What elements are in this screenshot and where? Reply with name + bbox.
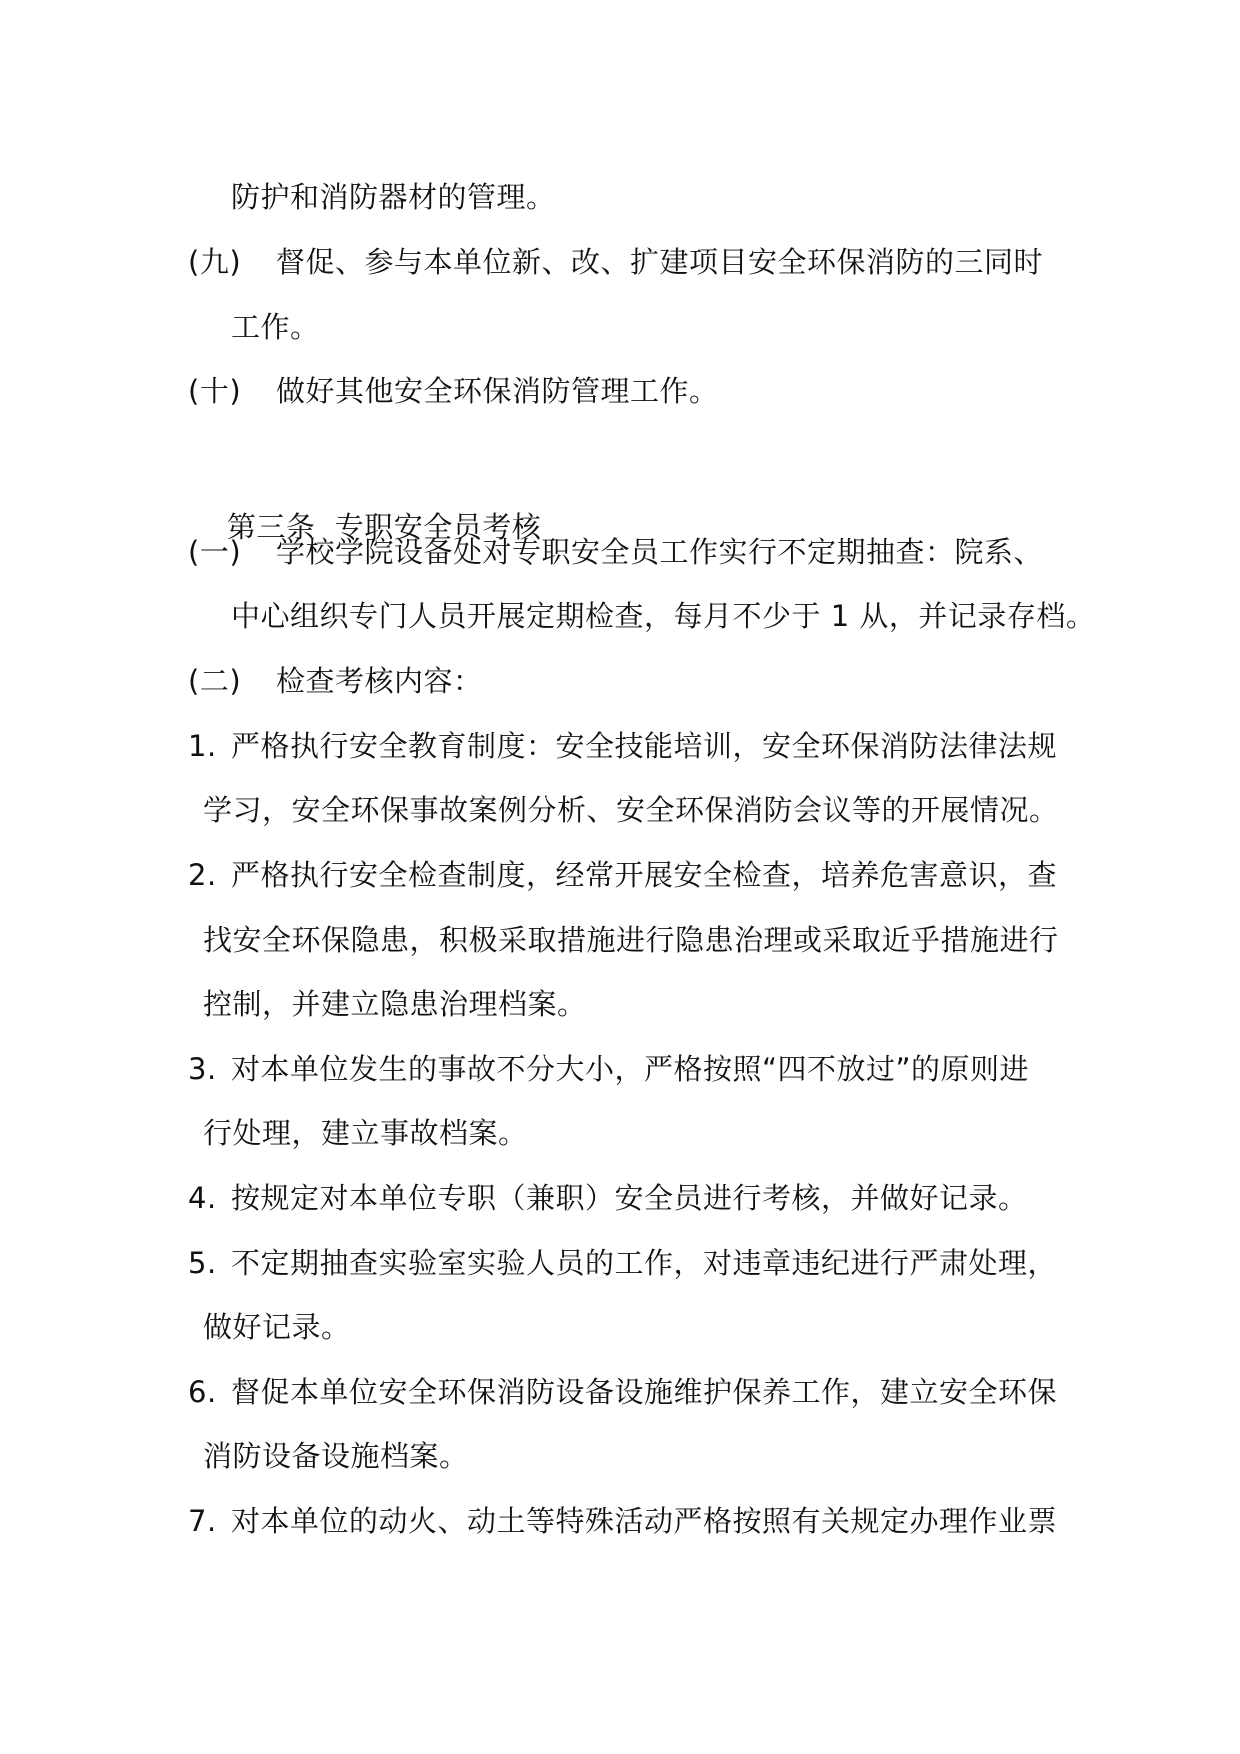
line-text: 不定期抽查实验室实验人员的工作，对违章违纪进行严肃处理， bbox=[231, 1246, 1058, 1280]
line-text: 对本单位的动火、动土等特殊活动严格按照有关规定办理作业票 bbox=[231, 1504, 1058, 1538]
paragraph-8-continuation bbox=[231, 177, 556, 217]
heading-text: 第三条 专职安全员考核 bbox=[226, 510, 542, 544]
line-text: 对本单位发生的事故不分大小，严格按照“四不放过”的原则进 bbox=[231, 1052, 1030, 1086]
line-text: 中心组织专门人员开展定期检查，每月不少于 1 从，并记录存档。 bbox=[231, 599, 1096, 633]
line-text: 防护和消防器材的管理。 bbox=[231, 180, 556, 214]
line-text: 找安全环保隐患，积极采取措施进行隐患治理或采取近乎措施进行 bbox=[203, 923, 1059, 957]
item-10 bbox=[188, 371, 719, 411]
line-text: 控制，并建立隐患治理档案。 bbox=[203, 987, 587, 1021]
check-item-2-continuation bbox=[203, 984, 587, 1024]
line-text: 严格执行安全教育制度：安全技能培训，安全环保消防法律法规 bbox=[231, 729, 1058, 763]
line-text: 检查考核内容： bbox=[276, 664, 483, 698]
line-text: 督促本单位安全环保消防设备设施维护保养工作，建立安全环保 bbox=[231, 1375, 1058, 1409]
line-text: 行处理，建立事故档案。 bbox=[203, 1116, 528, 1150]
check-item-3-continuation bbox=[203, 1113, 528, 1153]
item-marker: (一) bbox=[188, 535, 242, 569]
check-item-5-continuation bbox=[203, 1307, 351, 1347]
line-text: 消防设备设施档案。 bbox=[203, 1439, 469, 1473]
line-text: 学习，安全环保事故案例分析、安全环保消防会议等的开展情况。 bbox=[203, 793, 1059, 827]
item-1-continuation bbox=[231, 596, 1095, 636]
item-marker: (九) bbox=[188, 245, 242, 279]
check-item-4 bbox=[188, 1178, 1028, 1218]
item-2 bbox=[188, 661, 483, 701]
check-item-1 bbox=[188, 726, 1057, 766]
line-text: 严格执行安全检查制度，经常开展安全检查，培养危害意识，查 bbox=[231, 858, 1058, 892]
check-item-5 bbox=[188, 1243, 1057, 1283]
item-marker: (十) bbox=[188, 374, 242, 408]
line-text: 做好其他安全环保消防管理工作。 bbox=[276, 374, 719, 408]
check-item-3 bbox=[188, 1049, 1029, 1089]
line-text: 工作。 bbox=[231, 310, 320, 344]
line-text: 做好记录。 bbox=[203, 1310, 351, 1344]
item-marker: 6. bbox=[188, 1375, 217, 1409]
check-item-2-continuation bbox=[203, 920, 1059, 960]
item-marker: 2. bbox=[188, 858, 217, 892]
line-text: 督促、参与本单位新、改、扩建项目安全环保消防的三同时 bbox=[276, 245, 1044, 279]
check-item-6 bbox=[188, 1372, 1057, 1412]
item-marker: 4. bbox=[188, 1181, 217, 1215]
item-marker: 3. bbox=[188, 1052, 217, 1086]
item-1 bbox=[188, 532, 1043, 572]
item-marker: (二) bbox=[188, 664, 242, 698]
check-item-7 bbox=[188, 1501, 1057, 1541]
item-marker: 1. bbox=[188, 729, 217, 763]
line-text: 按规定对本单位专职（兼职）安全员进行考核，并做好记录。 bbox=[231, 1181, 1028, 1215]
item-9 bbox=[188, 242, 1043, 282]
line-text: 学校学院设备处对专职安全员工作实行不定期抽查：院系、 bbox=[276, 535, 1044, 569]
check-item-1-continuation bbox=[203, 790, 1059, 830]
item-9-continuation bbox=[231, 307, 320, 347]
item-marker: 7. bbox=[188, 1504, 217, 1538]
check-item-6-continuation bbox=[203, 1436, 469, 1476]
check-item-2 bbox=[188, 855, 1057, 895]
item-marker: 5. bbox=[188, 1246, 217, 1280]
